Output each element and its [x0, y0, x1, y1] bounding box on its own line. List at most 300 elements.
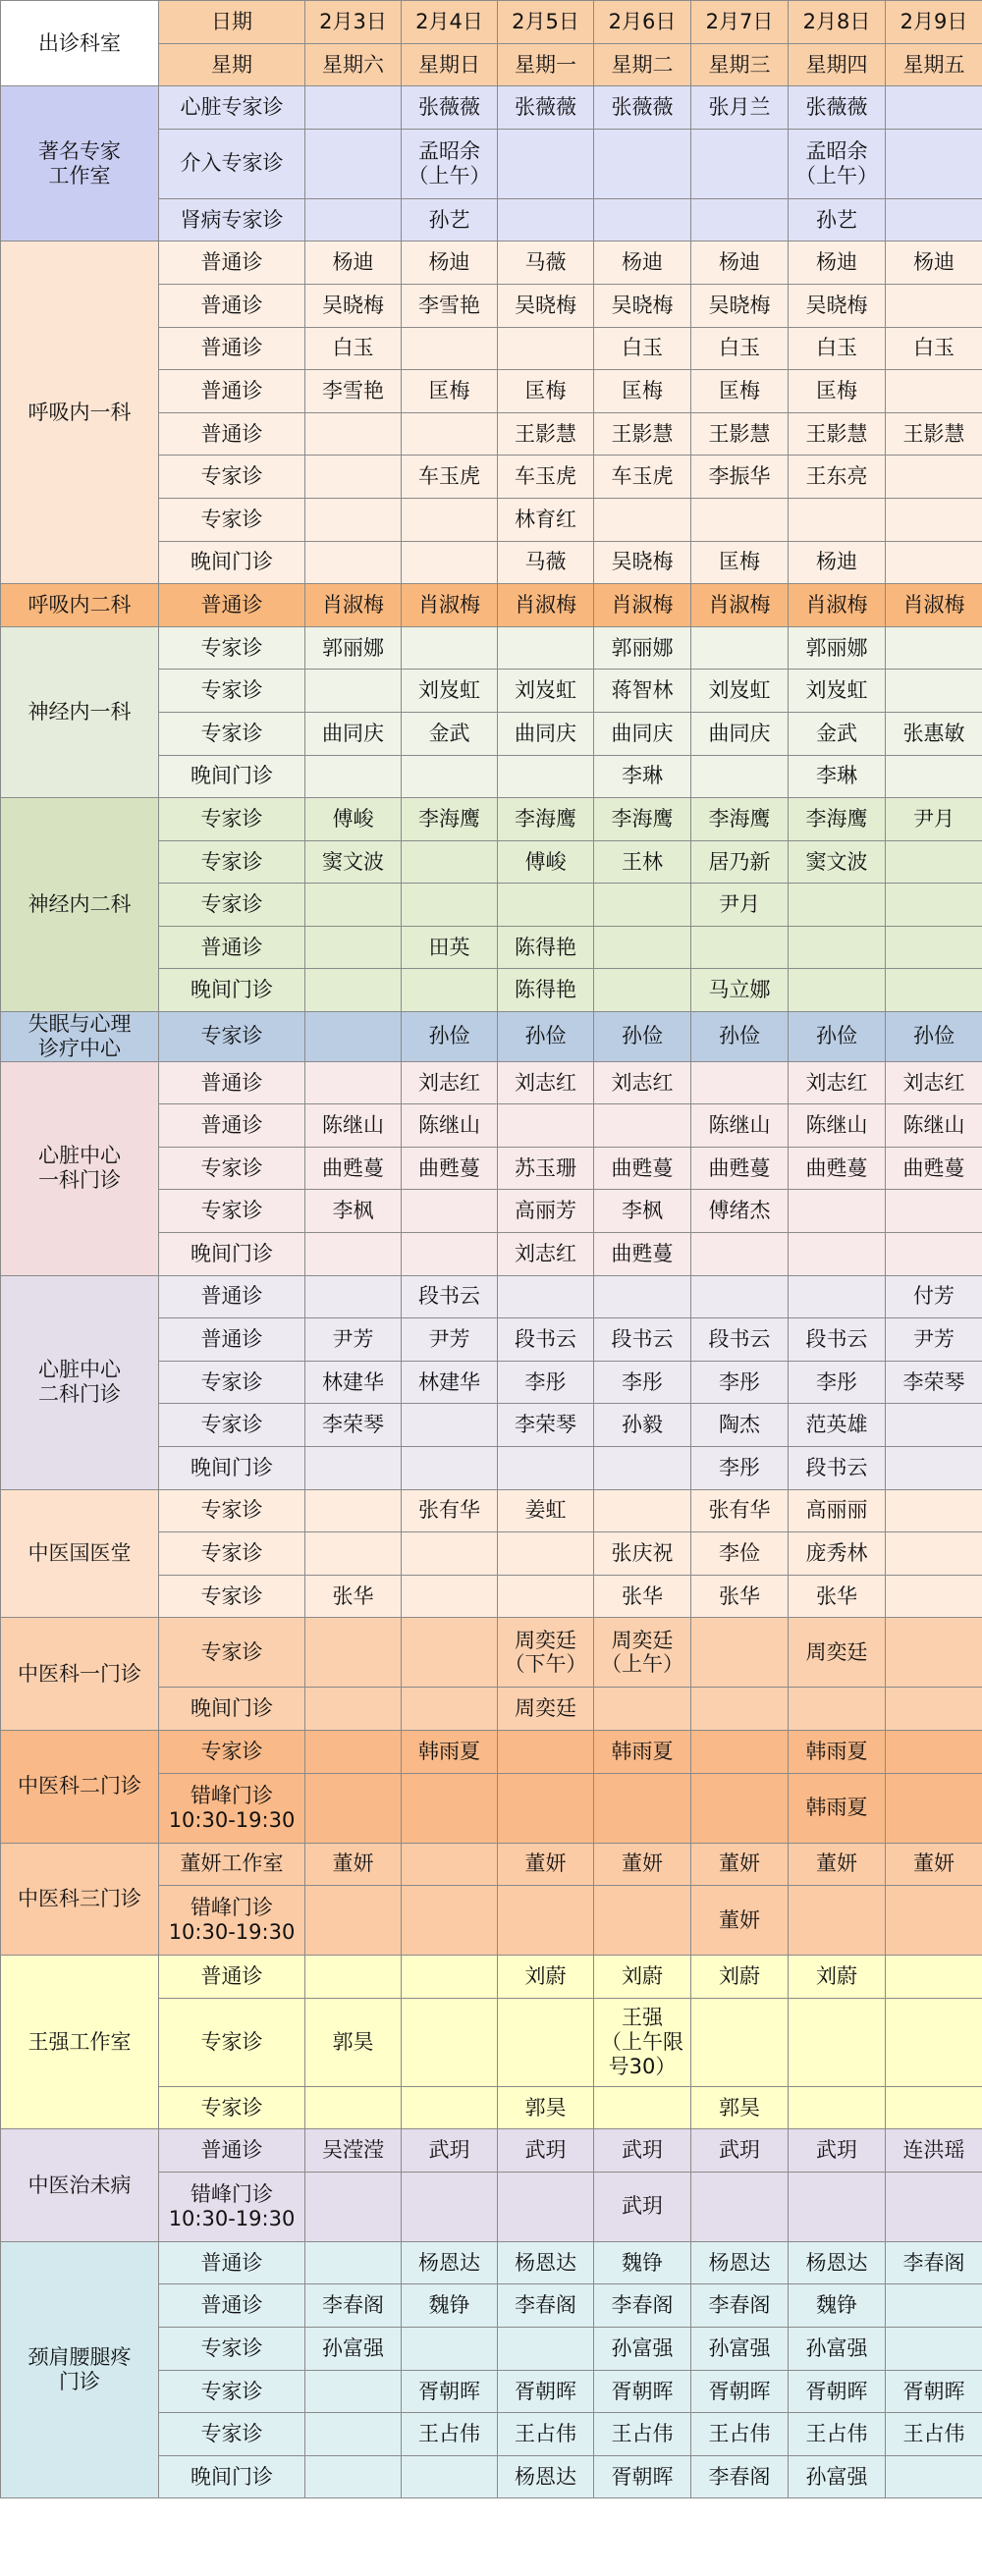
doctor-cell: [305, 1618, 402, 1688]
doctor-cell: [305, 1012, 402, 1062]
clinic-type: 专家诊: [159, 626, 305, 670]
doctor-cell: [886, 198, 982, 242]
doctor-cell: 杨迪: [789, 541, 886, 584]
doctor-cell: 董妍: [886, 1843, 982, 1886]
doctor-cell: 陈继山: [305, 1104, 402, 1148]
doctor-cell: 韩雨夏: [402, 1730, 498, 1773]
doctor-cell: [305, 670, 402, 713]
doctor-cell: 李彤: [691, 1446, 789, 1489]
doctor-cell: [789, 2172, 886, 2241]
department-name: 中医科三门诊: [1, 1843, 159, 1956]
doctor-cell: [886, 2328, 982, 2371]
doctor-cell: [594, 2086, 691, 2129]
department-name: 中医国医堂: [1, 1489, 159, 1618]
doctor-cell: [498, 2328, 594, 2371]
doctor-cell: 胥朝晖: [886, 2370, 982, 2413]
doctor-cell: [498, 884, 594, 927]
doctor-cell: [305, 1532, 402, 1576]
clinic-type: 普通诊: [159, 584, 305, 627]
clinic-type: 专家诊: [159, 1618, 305, 1688]
doctor-cell: 刘志红: [498, 1232, 594, 1275]
doctor-cell: 胥朝晖: [402, 2370, 498, 2413]
doctor-cell: [886, 2455, 982, 2498]
doctor-cell: 刘蔚: [594, 1956, 691, 1999]
doctor-cell: 田英: [402, 926, 498, 969]
doctor-cell: 李琳: [789, 755, 886, 798]
doctor-cell: 肖淑梅: [498, 584, 594, 627]
doctor-cell: 白玉: [594, 327, 691, 370]
doctor-cell: 肖淑梅: [789, 584, 886, 627]
doctor-cell: [402, 884, 498, 927]
doctor-cell: 武玥: [594, 2129, 691, 2173]
doctor-cell: [691, 926, 789, 969]
doctor-cell: 杨迪: [886, 242, 982, 285]
doctor-cell: 杨迪: [691, 242, 789, 285]
doctor-cell: 杨恩达: [498, 2455, 594, 2498]
doctor-cell: 张薇薇: [594, 86, 691, 130]
department-name: 心脏中心 一科门诊: [1, 1061, 159, 1275]
clinic-type: 晚间门诊: [159, 541, 305, 584]
doctor-cell: [402, 327, 498, 370]
doctor-cell: 李彤: [594, 1361, 691, 1404]
weekday-header: 星期日: [402, 43, 498, 86]
doctor-cell: 林建华: [305, 1361, 402, 1404]
doctor-cell: 陈继山: [886, 1104, 982, 1148]
doctor-cell: 张有华: [402, 1489, 498, 1532]
doctor-cell: [305, 2086, 402, 2129]
schedule-row: [1, 1275, 982, 1318]
doctor-cell: 陈继山: [402, 1104, 498, 1148]
doctor-cell: [594, 198, 691, 242]
doctor-cell: [886, 1190, 982, 1233]
date-header: 2月4日: [402, 1, 498, 44]
doctor-cell: 匡梅: [402, 370, 498, 413]
doctor-cell: 尹芳: [886, 1318, 982, 1362]
doctor-cell: [402, 498, 498, 541]
doctor-cell: 郭昊: [498, 2086, 594, 2129]
clinic-type: 普通诊: [159, 327, 305, 370]
doctor-cell: [886, 2284, 982, 2328]
doctor-cell: [305, 2370, 402, 2413]
doctor-cell: 王林: [594, 840, 691, 884]
doctor-cell: 武玥: [789, 2129, 886, 2173]
doctor-cell: [305, 498, 402, 541]
doctor-cell: [305, 1773, 402, 1843]
doctor-cell: [789, 1688, 886, 1731]
doctor-cell: 孙俭: [691, 1012, 789, 1062]
doctor-cell: [498, 1275, 594, 1318]
doctor-cell: [594, 1446, 691, 1489]
doctor-cell: [886, 1956, 982, 1999]
doctor-cell: 段书云: [594, 1318, 691, 1362]
doctor-cell: 李春阁: [691, 2284, 789, 2328]
doctor-cell: 王占伟: [691, 2413, 789, 2456]
doctor-cell: 李枫: [594, 1190, 691, 1233]
schedule-row: [1, 584, 982, 627]
header-date-row: [1, 1, 982, 44]
doctor-cell: 曲甦蔓: [594, 1147, 691, 1190]
doctor-cell: [498, 1730, 594, 1773]
doctor-cell: 周奕廷 （下午）: [498, 1618, 594, 1688]
doctor-cell: 董妍: [789, 1843, 886, 1886]
doctor-cell: [305, 2241, 402, 2284]
schedule-row: [1, 1618, 982, 1688]
doctor-cell: 刘志红: [402, 1061, 498, 1104]
doctor-cell: 李琳: [594, 755, 691, 798]
doctor-cell: 孙俭: [498, 1012, 594, 1062]
department-name: 神经内一科: [1, 626, 159, 797]
doctor-cell: 韩雨夏: [789, 1730, 886, 1773]
doctor-cell: 陈继山: [691, 1104, 789, 1148]
doctor-cell: [402, 1232, 498, 1275]
clinic-type: 晚间门诊: [159, 1688, 305, 1731]
doctor-cell: 姜虹: [498, 1489, 594, 1532]
doctor-cell: 杨迪: [402, 242, 498, 285]
doctor-cell: [691, 1730, 789, 1773]
doctor-cell: [498, 626, 594, 670]
doctor-cell: [305, 2413, 402, 2456]
doctor-cell: 吴晓梅: [789, 284, 886, 327]
doctor-cell: 吴晓梅: [594, 541, 691, 584]
clinic-type: 专家诊: [159, 456, 305, 499]
doctor-cell: 李海鹰: [594, 798, 691, 841]
schedule-row: [1, 2129, 982, 2173]
doctor-cell: [498, 1104, 594, 1148]
department-name: 呼吸内二科: [1, 584, 159, 627]
doctor-cell: 高丽丽: [789, 1489, 886, 1532]
doctor-cell: 刘蔚: [789, 1956, 886, 1999]
clinic-type: 专家诊: [159, 1532, 305, 1576]
doctor-cell: [402, 1532, 498, 1576]
doctor-cell: 孙俭: [886, 1012, 982, 1062]
doctor-cell: 匡梅: [498, 370, 594, 413]
date-header: 2月7日: [691, 1, 789, 44]
doctor-cell: [305, 1275, 402, 1318]
doctor-cell: [691, 1275, 789, 1318]
doctor-cell: [886, 1618, 982, 1688]
clinic-type: 专家诊: [159, 1404, 305, 1447]
doctor-cell: 肖淑梅: [691, 584, 789, 627]
doctor-cell: 郭丽娜: [594, 626, 691, 670]
doctor-cell: 张薇薇: [402, 86, 498, 130]
date-header: 2月6日: [594, 1, 691, 44]
doctor-cell: 郭昊: [691, 2086, 789, 2129]
doctor-cell: [886, 541, 982, 584]
doctor-cell: 张华: [305, 1575, 402, 1618]
doctor-cell: 李春阁: [691, 2455, 789, 2498]
doctor-cell: [305, 198, 402, 242]
doctor-cell: 马薇: [498, 242, 594, 285]
doctor-cell: 杨恩达: [691, 2241, 789, 2284]
doctor-cell: 马薇: [498, 541, 594, 584]
doctor-cell: 李荣琴: [886, 1361, 982, 1404]
doctor-cell: 尹芳: [305, 1318, 402, 1362]
department-name: 神经内二科: [1, 798, 159, 1012]
doctor-cell: 窦文波: [789, 840, 886, 884]
clinic-type: 普通诊: [159, 370, 305, 413]
doctor-cell: [402, 2086, 498, 2129]
clinic-type: 专家诊: [159, 2328, 305, 2371]
doctor-cell: 魏铮: [789, 2284, 886, 2328]
doctor-cell: 刘蔚: [498, 1956, 594, 1999]
clinic-type: 专家诊: [159, 1361, 305, 1404]
doctor-cell: [305, 412, 402, 456]
doctor-cell: [886, 1446, 982, 1489]
doctor-cell: 肖淑梅: [402, 584, 498, 627]
doctor-cell: [594, 926, 691, 969]
doctor-cell: 李彤: [691, 1361, 789, 1404]
clinic-type: 晚间门诊: [159, 1446, 305, 1489]
doctor-cell: 车玉虎: [402, 456, 498, 499]
doctor-cell: [498, 198, 594, 242]
week-label: 星期: [159, 43, 305, 86]
doctor-cell: 孙毅: [594, 1404, 691, 1447]
doctor-cell: [402, 755, 498, 798]
doctor-cell: 李俭: [691, 1532, 789, 1576]
doctor-cell: 胥朝晖: [691, 2370, 789, 2413]
doctor-cell: 王占伟: [594, 2413, 691, 2456]
doctor-cell: 马立娜: [691, 969, 789, 1012]
date-header: 2月9日: [886, 1, 982, 44]
clinic-type: 错峰门诊 10:30-19:30: [159, 2172, 305, 2241]
doctor-cell: [594, 969, 691, 1012]
doctor-cell: [886, 1773, 982, 1843]
doctor-cell: 张华: [594, 1575, 691, 1618]
doctor-cell: 武玥: [402, 2129, 498, 2173]
doctor-cell: [886, 498, 982, 541]
schedule-row: [1, 86, 982, 130]
doctor-cell: 曲甦蔓: [594, 1232, 691, 1275]
doctor-cell: 张华: [691, 1575, 789, 1618]
doctor-cell: [402, 1688, 498, 1731]
doctor-cell: [594, 1886, 691, 1956]
doctor-cell: 孙富强: [594, 2328, 691, 2371]
doctor-cell: 魏铮: [594, 2241, 691, 2284]
doctor-cell: 孙富强: [691, 2328, 789, 2371]
doctor-cell: 曲同庆: [691, 712, 789, 755]
doctor-cell: [886, 670, 982, 713]
doctor-cell: 武玥: [594, 2172, 691, 2241]
doctor-cell: 孙富强: [789, 2455, 886, 2498]
doctor-cell: 李春阁: [886, 2241, 982, 2284]
doctor-cell: [886, 926, 982, 969]
doctor-cell: 武玥: [498, 2129, 594, 2173]
doctor-cell: [498, 1575, 594, 1618]
doctor-cell: 金武: [402, 712, 498, 755]
schedule-row: [1, 1843, 982, 1886]
doctor-cell: 连洪瑶: [886, 2129, 982, 2173]
date-header: 2月3日: [305, 1, 402, 44]
doctor-cell: 肖淑梅: [886, 584, 982, 627]
doctor-cell: 孙富强: [305, 2328, 402, 2371]
doctor-cell: [886, 1489, 982, 1532]
doctor-cell: 王占伟: [886, 2413, 982, 2456]
doctor-cell: 曲同庆: [594, 712, 691, 755]
department-name: 呼吸内一科: [1, 242, 159, 584]
doctor-cell: 孙艺: [789, 198, 886, 242]
doctor-cell: 周奕廷: [498, 1688, 594, 1731]
doctor-cell: [402, 412, 498, 456]
doctor-cell: [498, 2172, 594, 2241]
doctor-cell: [305, 1956, 402, 1999]
doctor-cell: 付芳: [886, 1275, 982, 1318]
clinic-type: 专家诊: [159, 2370, 305, 2413]
doctor-cell: [594, 1275, 691, 1318]
doctor-cell: 王强 （上午限 号30）: [594, 1998, 691, 2086]
doctor-cell: [305, 926, 402, 969]
doctor-cell: 王占伟: [402, 2413, 498, 2456]
doctor-cell: [691, 1998, 789, 2086]
doctor-cell: [305, 456, 402, 499]
doctor-cell: [402, 2172, 498, 2241]
clinic-type: 普通诊: [159, 242, 305, 285]
doctor-cell: 肖淑梅: [305, 584, 402, 627]
doctor-cell: 林育红: [498, 498, 594, 541]
doctor-cell: 高丽芳: [498, 1190, 594, 1233]
clinic-type: 普通诊: [159, 2241, 305, 2284]
doctor-cell: [594, 884, 691, 927]
doctor-cell: [402, 541, 498, 584]
doctor-cell: [498, 755, 594, 798]
doctor-cell: 李春阁: [498, 2284, 594, 2328]
doctor-cell: [886, 2086, 982, 2129]
doctor-cell: 苏玉珊: [498, 1147, 594, 1190]
schedule-row: [1, 1730, 982, 1773]
doctor-cell: [402, 1575, 498, 1618]
doctor-cell: 孙俭: [594, 1012, 691, 1062]
doctor-cell: 傅峻: [498, 840, 594, 884]
department-name: 中医科一门诊: [1, 1618, 159, 1731]
doctor-cell: 尹芳: [402, 1318, 498, 1362]
doctor-cell: [305, 1489, 402, 1532]
doctor-cell: 董妍: [594, 1843, 691, 1886]
department-name: 中医科二门诊: [1, 1730, 159, 1843]
doctor-cell: 孙俭: [402, 1012, 498, 1062]
doctor-cell: 庞秀林: [789, 1532, 886, 1576]
doctor-cell: [691, 1232, 789, 1275]
doctor-cell: [886, 1404, 982, 1447]
doctor-cell: [691, 498, 789, 541]
doctor-cell: [305, 1446, 402, 1489]
doctor-cell: [402, 1843, 498, 1886]
doctor-cell: 王影慧: [691, 412, 789, 456]
doctor-cell: 李雪艳: [402, 284, 498, 327]
clinic-type: 错峰门诊 10:30-19:30: [159, 1773, 305, 1843]
doctor-cell: [402, 1886, 498, 1956]
clinic-type: 专家诊: [159, 1575, 305, 1618]
schedule-row: [1, 1061, 982, 1104]
doctor-cell: 陈继山: [789, 1104, 886, 1148]
schedule-row: [1, 1956, 982, 1999]
doctor-cell: 曲同庆: [498, 712, 594, 755]
doctor-cell: [691, 198, 789, 242]
doctor-cell: 曲甦蔓: [402, 1147, 498, 1190]
doctor-cell: 李荣琴: [498, 1404, 594, 1447]
doctor-cell: 吴晓梅: [594, 284, 691, 327]
doctor-cell: 王影慧: [789, 412, 886, 456]
clinic-type: 董妍工作室: [159, 1843, 305, 1886]
doctor-cell: 白玉: [305, 327, 402, 370]
doctor-cell: 周奕廷: [789, 1618, 886, 1688]
doctor-cell: 刘岌虹: [789, 670, 886, 713]
clinic-type: 普通诊: [159, 926, 305, 969]
clinic-type: 普通诊: [159, 284, 305, 327]
doctor-cell: 胥朝晖: [594, 2455, 691, 2498]
doctor-cell: 张薇薇: [789, 86, 886, 130]
doctor-cell: [789, 1275, 886, 1318]
doctor-cell: [886, 1688, 982, 1731]
doctor-cell: 白玉: [886, 327, 982, 370]
doctor-cell: [886, 1232, 982, 1275]
doctor-cell: 董妍: [498, 1843, 594, 1886]
doctor-cell: 杨迪: [305, 242, 402, 285]
doctor-cell: [498, 1886, 594, 1956]
doctor-cell: [402, 1773, 498, 1843]
doctor-cell: 董妍: [691, 1843, 789, 1886]
weekday-header: 星期六: [305, 43, 402, 86]
doctor-cell: [886, 284, 982, 327]
department-name: 失眠与心理 诊疗中心: [1, 1012, 159, 1062]
clinic-type: 介入专家诊: [159, 129, 305, 198]
doctor-cell: 张月兰: [691, 86, 789, 130]
doctor-cell: [886, 1575, 982, 1618]
schedule-row: [1, 242, 982, 285]
clinic-type: 专家诊: [159, 1012, 305, 1062]
doctor-cell: [498, 1446, 594, 1489]
doctor-cell: 王影慧: [498, 412, 594, 456]
date-header: 2月5日: [498, 1, 594, 44]
doctor-cell: [305, 1061, 402, 1104]
doctor-cell: 王影慧: [594, 412, 691, 456]
doctor-cell: 匡梅: [691, 541, 789, 584]
doctor-cell: 吴滢滢: [305, 2129, 402, 2173]
doctor-cell: 段书云: [789, 1318, 886, 1362]
doctor-cell: 吴晓梅: [498, 284, 594, 327]
doctor-cell: 胥朝晖: [594, 2370, 691, 2413]
doctor-cell: 孙俭: [789, 1012, 886, 1062]
clinic-type: 专家诊: [159, 670, 305, 713]
clinic-type: 普通诊: [159, 1104, 305, 1148]
doctor-cell: [402, 840, 498, 884]
doctor-cell: 杨恩达: [789, 2241, 886, 2284]
doctor-cell: [305, 86, 402, 130]
doctor-cell: [886, 840, 982, 884]
doctor-cell: [402, 1190, 498, 1233]
clinic-type: 专家诊: [159, 2413, 305, 2456]
doctor-cell: 李海鹰: [789, 798, 886, 841]
department-name: 颈肩腰腿疼 门诊: [1, 2241, 159, 2498]
clinic-type: 晚间门诊: [159, 755, 305, 798]
doctor-cell: [305, 1886, 402, 1956]
doctor-cell: 段书云: [498, 1318, 594, 1362]
doctor-cell: 周奕廷 （上午）: [594, 1618, 691, 1688]
doctor-cell: 李春阁: [305, 2284, 402, 2328]
doctor-cell: 李枫: [305, 1190, 402, 1233]
clinic-type: 专家诊: [159, 884, 305, 927]
weekday-header: 星期二: [594, 43, 691, 86]
doctor-cell: 白玉: [789, 327, 886, 370]
clinic-type: 普通诊: [159, 1956, 305, 1999]
doctor-cell: 段书云: [691, 1318, 789, 1362]
doctor-cell: 傅峻: [305, 798, 402, 841]
doctor-cell: [691, 626, 789, 670]
doctor-cell: 吴晓梅: [691, 284, 789, 327]
doctor-cell: 范英雄: [789, 1404, 886, 1447]
doctor-cell: 董妍: [691, 1886, 789, 1956]
doctor-cell: [789, 1998, 886, 2086]
doctor-cell: 匡梅: [594, 370, 691, 413]
doctor-cell: 张华: [789, 1575, 886, 1618]
